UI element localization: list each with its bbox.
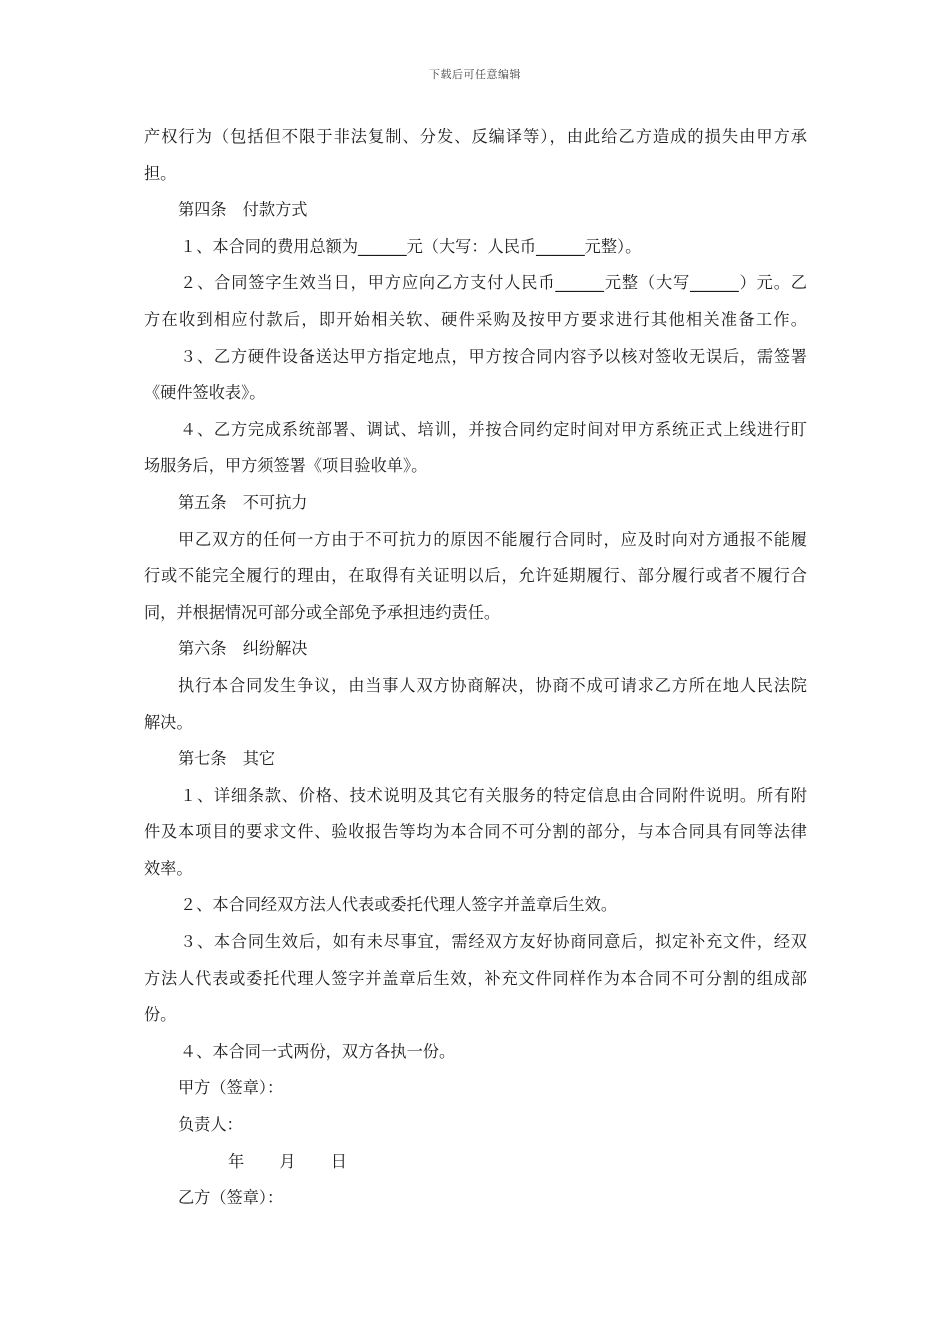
text-line: 执行本合同发生争议，由当事人双方协商解决，协商不成可请求乙方所在地人民法院 bbox=[178, 675, 807, 695]
text-line: ３、本合同生效后，如有未尽事宜，需经双方友好协商同意后，拟定补充文件，经双 bbox=[180, 932, 807, 952]
text-line: 方在收到相应付款后，即开始相关软、硬件采购及按甲方要求进行其他相关准备工作。 bbox=[144, 309, 807, 329]
text-line: ４、乙方完成系统部署、调试、培训，并按合同约定时间对甲方系统正式上线进行盯 bbox=[180, 419, 807, 439]
text-line: ３、乙方硬件设备送达甲方指定地点，甲方按合同内容予以核对签收无误后，需签署 bbox=[180, 346, 807, 366]
date-month-label: 月 bbox=[279, 1151, 296, 1171]
party-a-signature-label: 甲方（签章）： bbox=[178, 1078, 284, 1098]
text-line: 方法人代表或委托代理人签字并盖章后生效，补充文件同样作为本合同不可分割的组成部 bbox=[144, 968, 807, 988]
responsible-person-label: 负责人： bbox=[178, 1115, 243, 1135]
article-5-heading: 第五条 不可抗力 bbox=[178, 492, 308, 512]
text-line: １、详细条款、价格、技术说明及其它有关服务的特定信息由合同附件说明。所有附 bbox=[180, 785, 807, 805]
date-line bbox=[144, 1144, 807, 1181]
text-line: ４、本合同一式两份，双方各执一份。 bbox=[180, 1041, 456, 1061]
text-line: １、本合同的费用总额为______元（大写：人民币______元整）。 bbox=[180, 236, 642, 256]
article-7-heading: 第七条 其它 bbox=[178, 749, 276, 769]
page-header-note: 下载后可任意编辑 bbox=[429, 68, 521, 81]
date-year-label: 年 bbox=[228, 1151, 245, 1171]
text-line: 同，并根据情况可部分或全部免予承担违约责任。 bbox=[144, 602, 501, 622]
text-line: 产权行为（包括但不限于非法复制、分发、反编译等），由此给乙方造成的损失由甲方承 bbox=[144, 127, 807, 146]
party-b-signature-label: 乙方（签章）： bbox=[178, 1188, 284, 1208]
text-line: 《硬件签收表》。 bbox=[144, 383, 266, 403]
text-line: 甲乙双方的任何一方由于不可抗力的原因不能履行合同时，应及时向对方通报不能履 bbox=[178, 529, 807, 549]
text-line: 份。 bbox=[144, 1005, 177, 1025]
contract-body bbox=[144, 119, 807, 1217]
text-line: 场服务后，甲方须签署《项目验收单》。 bbox=[144, 456, 428, 476]
article-4-heading: 第四条 付款方式 bbox=[178, 200, 308, 220]
text-line: 效率。 bbox=[144, 858, 193, 878]
text-line: 行或不能完全履行的理由，在取得有关证明以后，允许延期履行、部分履行或者不履行合 bbox=[144, 566, 807, 586]
date-day-label: 日 bbox=[330, 1151, 347, 1171]
text-line: 件及本项目的要求文件、验收报告等均为本合同不可分割的部分，与本合同具有同等法律 bbox=[144, 822, 807, 842]
text-line: ２、本合同经双方法人代表或委托代理人签字并盖章后生效。 bbox=[180, 895, 618, 915]
text-line: 解决。 bbox=[144, 712, 193, 732]
text-line: ２、合同签字生效当日，甲方应向乙方支付人民币______元整（大写______）元。乙 bbox=[180, 273, 807, 293]
text-line: 担。 bbox=[144, 163, 177, 183]
article-6-heading: 第六条 纠纷解决 bbox=[178, 639, 308, 659]
